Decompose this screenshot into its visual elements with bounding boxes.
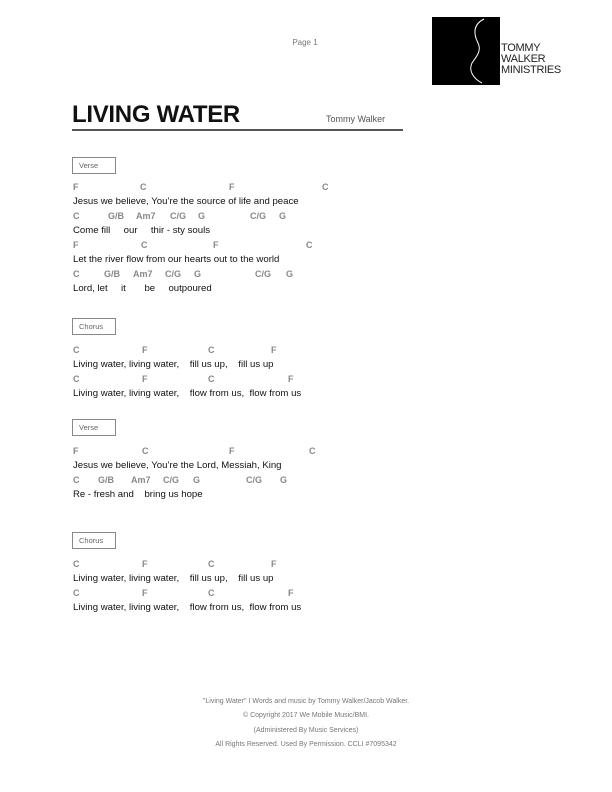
chord: C (73, 345, 80, 355)
chord: G (279, 211, 287, 221)
chord: F (271, 345, 277, 355)
chord: G (194, 269, 202, 279)
chord: F (142, 588, 148, 598)
chord: C/G (163, 475, 180, 485)
chord: G (198, 211, 206, 221)
lyric-line: Living water, living water, fill us up, fill us up (73, 573, 274, 584)
lyric-line: Come fill our thir - sty souls (73, 225, 211, 236)
chord: C/G (246, 475, 263, 485)
chord: G (280, 475, 288, 485)
section-label-chorus: Chorus (72, 532, 116, 549)
lyric-line: Jesus we believe, You’re the source of life and peace (73, 196, 299, 207)
chord: G/B (104, 269, 121, 279)
chord: F (73, 240, 79, 250)
chord: C (208, 588, 215, 598)
chord: C (322, 182, 329, 192)
chord: G (193, 475, 201, 485)
chord: C (140, 182, 147, 192)
chord: C (73, 211, 80, 221)
logo-line: WALKER (501, 53, 546, 65)
page-number: Page 1 (292, 38, 318, 47)
chord: G/B (98, 475, 115, 485)
footer-line: "Living Water" I Words and music by Tommy Walker/Jacob Walker. (202, 698, 410, 705)
chord: C (208, 559, 215, 569)
chord: C (73, 374, 80, 384)
chord: F (288, 374, 294, 384)
lyric-line: Lord, let it be outpoured (73, 283, 212, 294)
lyric-line: Re - fresh and bring us hope (73, 489, 203, 500)
footer-line: All Rights Reserved. Used By Permission. CCLI #7095342 (215, 741, 397, 748)
chord: C (73, 559, 80, 569)
song-author: Tommy Walker (326, 114, 386, 124)
chord: C (306, 240, 313, 250)
chord: F (213, 240, 219, 250)
footer-line: © Copyright 2017 We Mobile Music/BMI. (242, 712, 370, 719)
chord: Am7 (131, 475, 151, 485)
chord: C (73, 269, 80, 279)
chord: F (142, 374, 148, 384)
chord: F (229, 182, 235, 192)
chord: Am7 (136, 211, 156, 221)
section-label-verse: Verse (72, 419, 116, 436)
lyric-line: Living water, living water, flow from us, flow from us (73, 388, 302, 399)
section-label-verse: Verse (72, 157, 116, 174)
lyric-line: Let the river flow from our hearts out to the world (73, 254, 280, 265)
chord: F (73, 182, 79, 192)
chord: G/B (108, 211, 125, 221)
footer-line: (Administered By Music Services) (253, 727, 359, 734)
logo-line: MINISTRIES (501, 64, 561, 76)
logo-line: TOMMY (501, 42, 541, 54)
lyric-line: Living water, living water, fill us up, fill us up (73, 359, 274, 370)
section-label-chorus: Chorus (72, 318, 116, 335)
chord: F (271, 559, 277, 569)
chord: F (229, 446, 235, 456)
chord: F (73, 446, 79, 456)
chord: F (288, 588, 294, 598)
logo-text (501, 43, 561, 76)
chord: C/G (165, 269, 182, 279)
chord: G (286, 269, 294, 279)
chord: C (309, 446, 316, 456)
title-divider (72, 129, 403, 131)
chord: C (208, 374, 215, 384)
logo-guitar-icon (432, 17, 500, 85)
chord: C (141, 240, 148, 250)
chord: C (142, 446, 149, 456)
chord: C/G (255, 269, 272, 279)
chord: Am7 (133, 269, 153, 279)
chord: F (142, 345, 148, 355)
chord: C/G (250, 211, 267, 221)
chord: C (208, 345, 215, 355)
chord: C (73, 475, 80, 485)
song-title: LIVING WATER (72, 101, 240, 128)
lyric-line: Jesus we believe, You’re the Lord, Messiah, King (73, 460, 282, 471)
chord: C/G (170, 211, 187, 221)
chord: C (73, 588, 80, 598)
lyric-line: Living water, living water, flow from us, flow from us (73, 602, 302, 613)
chord: F (142, 559, 148, 569)
